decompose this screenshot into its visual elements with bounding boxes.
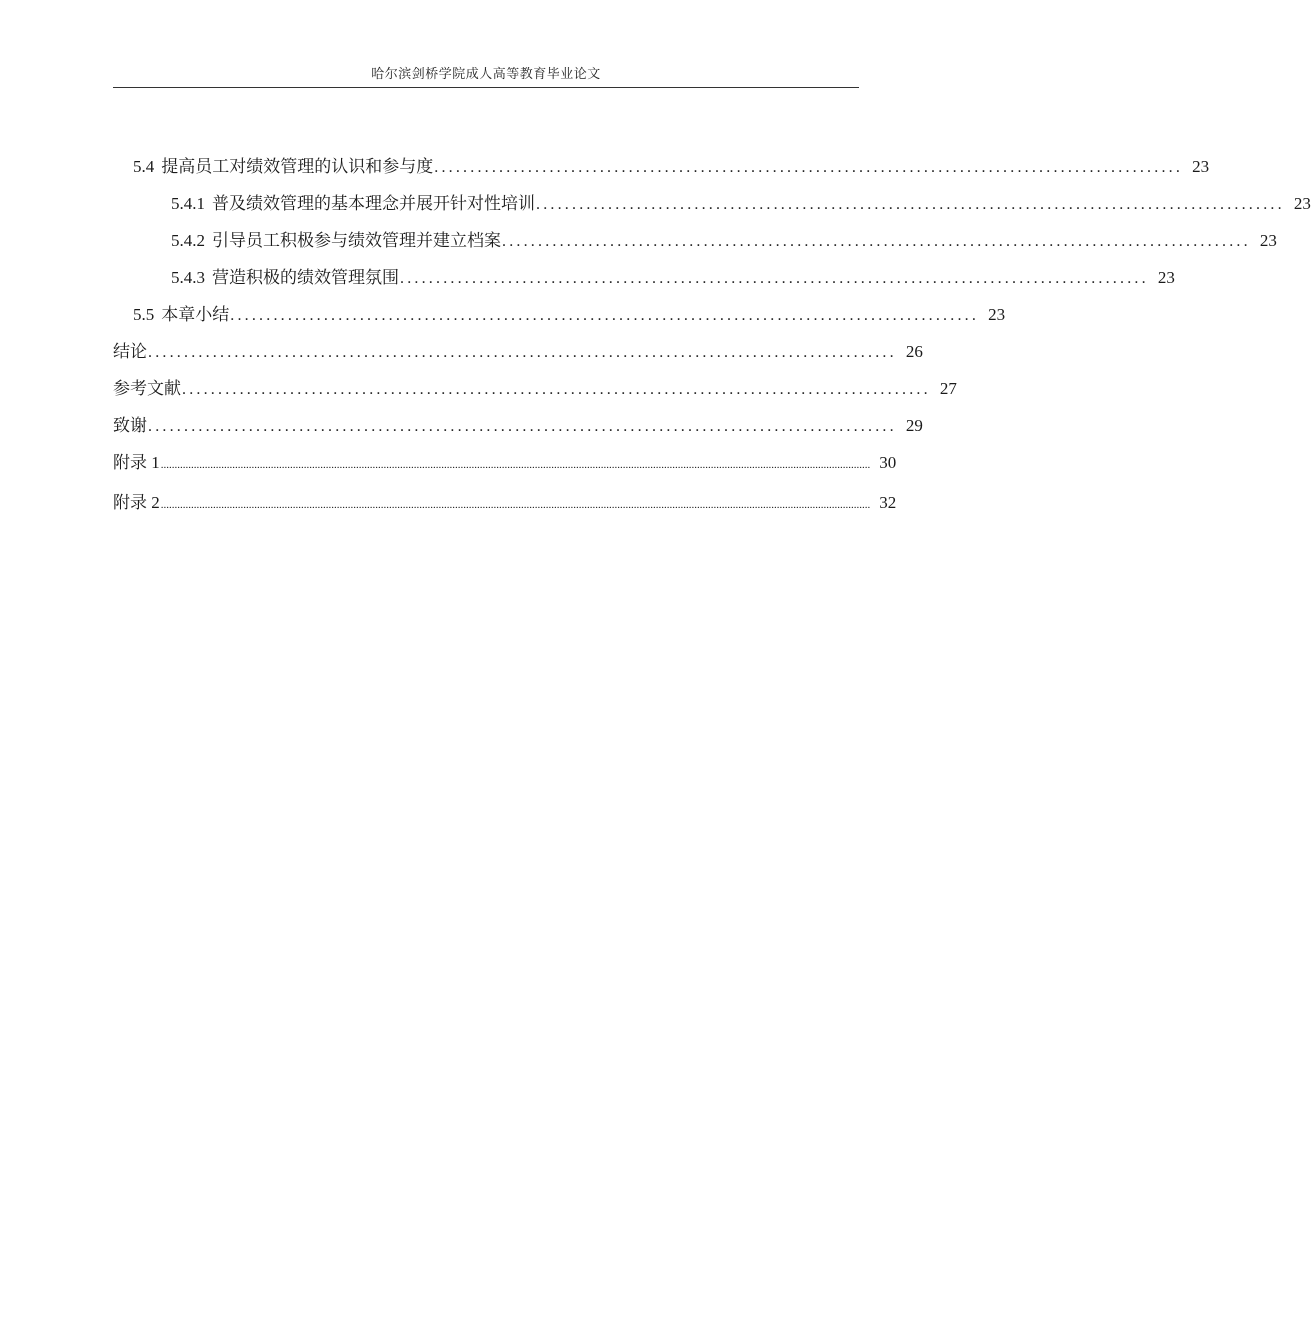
toc-entry[interactable] (113, 229, 1277, 254)
toc-entry-number: 5.4.3 (171, 268, 205, 287)
toc-entry-number: 5.4 (133, 157, 155, 176)
toc-entry-page: 26 (905, 342, 923, 361)
toc-dot-leader: ........................................................................................................ (502, 233, 1251, 250)
toc-entry-page: 23 (1192, 157, 1210, 176)
toc-entry-page: 23 (988, 305, 1006, 324)
toc-entry-title: 致谢 (113, 416, 147, 435)
toc-entry[interactable] (113, 377, 957, 402)
header-rule (113, 87, 859, 88)
toc-dot-leader: ........................................................................................................ (148, 418, 897, 435)
toc-entry-title: 营造积极的绩效管理氛围 (212, 268, 399, 287)
toc-entry[interactable] (113, 414, 923, 439)
toc-entry-page: 29 (905, 416, 923, 435)
toc-entry-title: 参考文献 (113, 379, 181, 398)
toc-entry[interactable] (113, 340, 923, 365)
toc-dot-leader: .................................................................................................................................................................................................................................................................. (160, 459, 871, 471)
toc-entry-title: 结论 (113, 342, 147, 361)
toc-entry-title: 引导员工积极参与绩效管理并建立档案 (212, 231, 501, 250)
toc-entry-title: 附录 1 (113, 453, 160, 472)
toc-entry[interactable] (113, 491, 897, 517)
toc-entry-page: 23 (1293, 194, 1311, 213)
toc-entry[interactable] (113, 155, 1210, 180)
toc-dot-leader: ........................................................................................................ (230, 307, 980, 324)
toc-dot-leader: ........................................................................................................ (434, 159, 1184, 176)
toc-entry[interactable] (113, 192, 1311, 217)
toc-entry-number: 5.4.1 (171, 194, 205, 213)
toc-entry-page: 23 (1259, 231, 1277, 250)
toc-entry-page: 27 (939, 379, 957, 398)
toc-entry-title: 普及绩效管理的基本理念并展开针对性培训 (212, 194, 535, 213)
toc-entry[interactable] (113, 451, 897, 477)
toc-entry-page: 30 (879, 453, 897, 472)
toc-entry-number: 5.4.2 (171, 231, 205, 250)
toc-dot-leader: ........................................................................................................ (182, 381, 931, 398)
running-header: 哈尔滨剑桥学院成人高等教育毕业论文 (371, 66, 601, 81)
toc-dot-leader: ........................................................................................................ (148, 344, 897, 361)
toc-entry-title: 提高员工对绩效管理的认识和参与度 (161, 157, 434, 176)
toc-entry[interactable] (113, 266, 1175, 291)
toc-entry-number: 5.5 (133, 305, 155, 324)
toc-entry[interactable] (113, 303, 1006, 328)
table-of-contents (113, 155, 1311, 517)
toc-dot-leader: ........................................................................................................ (536, 196, 1285, 213)
toc-entry-title: 本章小结 (161, 305, 230, 324)
toc-dot-leader: ........................................................................................................ (400, 270, 1149, 287)
toc-dot-leader: .................................................................................................................................................................................................................................................................. (160, 499, 871, 511)
toc-entry-title: 附录 2 (113, 493, 160, 512)
toc-entry-page: 23 (1157, 268, 1175, 287)
toc-entry-page: 32 (879, 493, 897, 512)
